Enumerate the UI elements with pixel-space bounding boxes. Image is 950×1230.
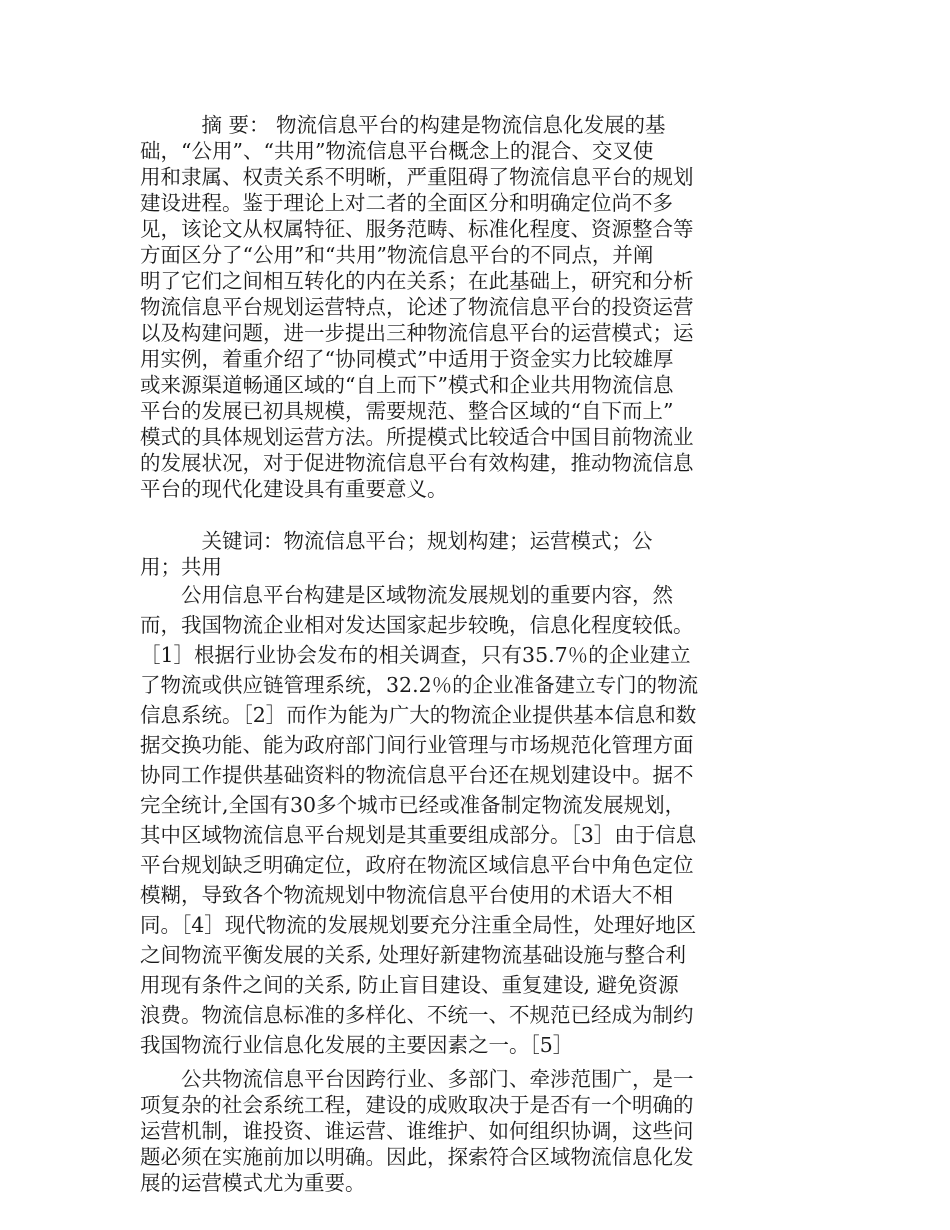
body-line: 其中区域物流信息平台规划是其重要组成部分。［3］由于信息: [140, 823, 697, 847]
abstract-line: 模式的具体规划运营方法。所提模式比较适合中国目前物流业: [140, 425, 694, 449]
abstract-line: 方面区分了“公用”和“共用”物流信息平台的不同点，并阐: [140, 243, 654, 267]
body-line: 模糊，导致各个物流规划中物流信息平台使用的术语大不相: [140, 883, 673, 907]
body-paragraph-2: [140, 1066, 745, 1196]
keywords-line: 关键词：物流信息平台；规划构建；运营模式；公: [140, 529, 653, 553]
body-line: 协同工作提供基础资料的物流信息平台还在规划建设中。据不: [140, 763, 694, 787]
abstract-line: 或来源渠道畅通区域的“自上而下”模式和企业共用物流信息: [140, 373, 674, 397]
abstract-line: 建设进程。鉴于理论上对二者的全面区分和明确定位尚不多: [140, 191, 673, 215]
abstract-line: 础，“公用”、“共用”物流信息平台概念上的混合、交叉使: [140, 139, 654, 163]
keywords-line: 用；共用: [140, 555, 222, 579]
body-line: 公共物流信息平台因跨行业、多部门、牵涉范围广，是一: [140, 1067, 694, 1091]
abstract-paragraph: [140, 112, 745, 502]
abstract-line: 平台的发展已初具规模，需要规范、整合区域的“自下而上”: [140, 399, 674, 423]
body-line: 用现有条件之间的关系, 防止盲目建设、重复建设, 避免资源: [140, 973, 679, 997]
abstract-line: 平台的现代化建设具有重要意义。: [140, 477, 448, 501]
body-line: 平台规划缺乏明确定位，政府在物流区域信息平台中角色定位: [140, 853, 694, 877]
keywords-paragraph: [140, 528, 745, 580]
abstract-line: 摘 要： 物流信息平台的构建是物流信息化发展的基: [140, 113, 666, 137]
body-line: ［1］根据行业协会发布的相关调查，只有35.7％的企业建立: [140, 643, 691, 667]
body-line: 运营机制，谁投资、谁运营、谁维护、如何组织协调，这些问: [140, 1119, 694, 1143]
abstract-line: 明了它们之间相互转化的内在关系；在此基础上，研究和分析: [140, 269, 694, 293]
body-line: 信息系统。［2］而作为能为广大的物流企业提供基本信息和数: [140, 703, 697, 727]
paragraph-spacer: [140, 502, 745, 528]
body-line: 题必须在实施前加以明确。因此，探索符合区域物流信息化发: [140, 1145, 694, 1169]
abstract-line: 用和隶属、权责关系不明晰，严重阻碍了物流信息平台的规划: [140, 165, 694, 189]
abstract-line: 物流信息平台规划运营特点，论述了物流信息平台的投资运营: [140, 295, 694, 319]
abstract-line: 用实例，着重介绍了“协同模式”中适用于资金实力比较雄厚: [140, 347, 674, 371]
body-line: 完全统计,全国有30多个城市已经或准备制定物流发展规划，: [140, 793, 686, 817]
abstract-line: 以及构建问题，进一步提出三种物流信息平台的运营模式；运: [140, 321, 694, 345]
body-line: 我国物流行业信息化发展的主要因素之一。［5］: [140, 1033, 574, 1057]
body-line: 展的运营模式尤为重要。: [140, 1171, 366, 1195]
abstract-line: 见，该论文从权属特征、服务范畴、标准化程度、资源整合等: [140, 217, 694, 241]
body-line: 之间物流平衡发展的关系, 处理好新建物流基础设施与整合利: [140, 943, 687, 967]
body-line: 而，我国物流企业相对发达国家起步较晚，信息化程度较低。: [140, 613, 694, 637]
body-line: 项复杂的社会系统工程，建设的成败取决于是否有一个明确的: [140, 1093, 694, 1117]
body-line: 公用信息平台构建是区域物流发展规划的重要内容，然: [140, 583, 673, 607]
body-line: 了物流或供应链管理系统，32.2％的企业准备建立专门的物流: [140, 673, 699, 697]
body-line: 浪费。物流信息标准的多样化、不统一、不规范已经成为制约: [140, 1003, 694, 1027]
body-line: 据交换功能、能为政府部门间行业管理与市场规范化管理方面: [140, 733, 694, 757]
abstract-line: 的发展状况，对于促进物流信息平台有效构建，推动物流信息: [140, 451, 694, 475]
body-line: 同。［4］现代物流的发展规划要充分注重全局性，处理好地区: [140, 913, 697, 937]
document-page: [140, 112, 745, 1196]
body-paragraph-1: [140, 580, 745, 1060]
